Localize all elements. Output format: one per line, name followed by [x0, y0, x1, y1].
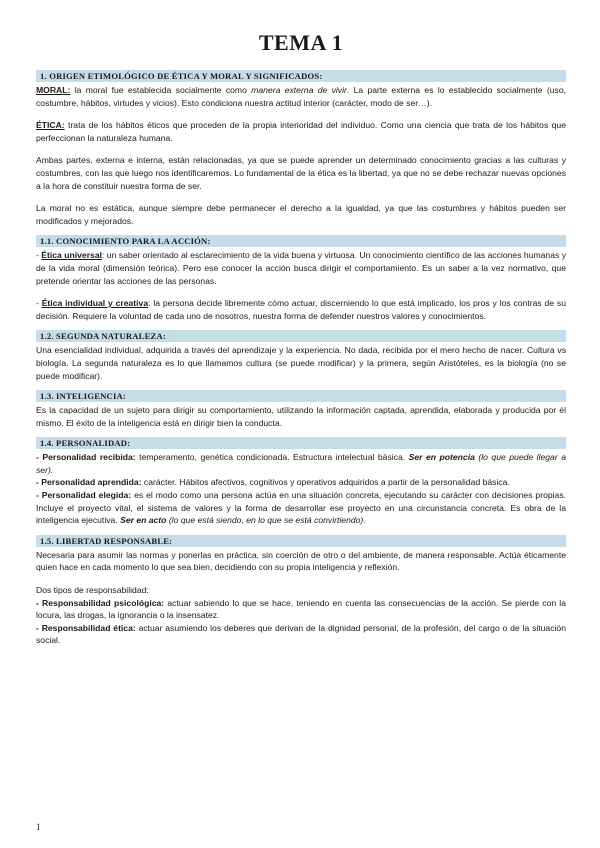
document-page — [36, 30, 566, 647]
section-heading-1-3: 1.3. INTELIGENCIA: — [36, 390, 566, 402]
section-heading-1-4: 1.4. PERSONALIDAD: — [36, 437, 566, 449]
responsabilidad-intro: Dos tipos de responsabilidad: — [36, 585, 149, 596]
libertad-paragraph: Necesaria para asumir las normas y ponerlas en práctica, sin coerción de otro o del ambiente, de manera responsable. Actúa éticamente quien hace en cada momento lo que sea bien, decidiendo con su propia inteligencia y reflexión. — [36, 549, 566, 573]
moral-term: MORAL: — [36, 85, 71, 95]
responsabilidad-psicologica-item: - Responsabilidad psicológica: actuar sabiendo lo que se hace, teniendo en cuenta las consecuencias de la acción. Se pierde con la locura, las drogas, la ignorancia o la insensatez. — [36, 597, 566, 621]
relation-paragraph: Ambas partes, externa e interna, están relacionadas, ya que se puede aprender un determinado conocimiento gracias a las culturas y costumbres, con las que luego nos identificaremos. Lo fundamental de la ética es la libertad, ya que no se debe rechazar nuevas opciones a la hora de constituir nuestra forma de ser. — [36, 155, 566, 191]
etica-universal-paragraph: - Ética universal: un saber orientado al esclarecimiento de la vida buena y virtuosa. Un conocimiento científico de las acciones humanas y de la vida moral (dimensión teórica). Pero ese conocer la acción busca dirigir el comportamiento. Es un saber a la vez normativo, que pretende orientar las acciones de las personas. — [36, 250, 567, 286]
section-heading-1: 1. ORIGEN ETIMOLÓGICO DE ÉTICA Y MORAL Y SIGNIFICADOS: — [36, 70, 566, 82]
segunda-naturaleza-paragraph: Una esencialidad individual, adquirida a través del aprendizaje y la experiencia. No dada, recibida por el mero hecho de nacer. Cultura vs biología. La segunda naturaleza es lo que llamamos cultura (se puede modificar) y la primera, según Aristóteles, es la biología (no se puede modificar). — [36, 345, 566, 381]
inteligencia-paragraph: Es la capacidad de un sujeto para dirigir su comportamiento, utilizando la información captada, aprendida, elaborada y producida por él mismo. El éxito de la inteligencia está en dirigir bien la conducta. — [36, 405, 566, 428]
etica-term: ÉTICA: — [36, 120, 65, 131]
section-heading-1-5: 1.5. LIBERTAD RESPONSABLE: — [36, 535, 566, 547]
personalidad-elegida-item: - Personalidad elegida: es el modo como una persona actúa en una situación concreta, ejecutando su carácter con decisiones propias. Incluye el proyecto vital, el sistema de valores y la forma de desarrollar ese proyecto en una circunstancia concreta. Es obra de la inteligencia ejecutiva. Ser en acto (lo que está siendo, en lo que se está convirtiendo). — [36, 490, 567, 526]
etica-paragraph: ÉTICA: trata de los hábitos éticos que proceden de la propia interioridad del individuo. Como una ciencia que trata de los hábitos que perfeccionan la naturaleza humana. — [36, 120, 566, 143]
section-heading-1-1: 1.1. CONOCIMIENTO PARA LA ACCIÓN: — [36, 235, 566, 247]
moral-static-paragraph: La moral no es estática, aunque siempre debe permanecer el derecho a la igualdad, ya que las costumbres y hábitos pueden ser modificados y mejorados. — [36, 203, 566, 226]
personalidad-recibida-item: - Personalidad recibida: temperamento, genética condicionada. Estructura intelectual básica. Ser en potencia (lo que puede llegar a ser). — [36, 452, 566, 475]
page-title: TEMA 1 — [258, 30, 344, 55]
etica-individual-paragraph: - Ética individual y creativa: la persona decide libremente cómo actuar, discerniendo lo que está implicado, los pros y los contras de su decisión. Requiere la voluntad de cada uno de nosotros, nuestra forma de defender nuestros valores y conocimientos. — [36, 298, 566, 321]
page-number: 1 — [36, 822, 41, 832]
section-heading-1-2: 1.2. SEGUNDA NATURALEZA: — [36, 330, 566, 342]
personalidad-aprendida-item: - Personalidad aprendida: carácter. Hábitos afectivos, cognitivos y operativos adquiridos a partir de la personalidad básica. — [36, 477, 510, 488]
moral-paragraph: MORAL: la moral fue establecida socialmente como manera externa de vivir. La parte externa es lo establecido socialmente (uso, costumbre, hábitos, virtudes y vicios). Esto condiciona nuestra actitud interior (carácter, modo de ser…). — [36, 85, 566, 108]
responsabilidad-etica-item: - Responsabilidad ética: actuar asumiendo los deberes que derivan de la dignidad personal, de la profesión, del cargo o de la situación social. — [36, 622, 566, 646]
